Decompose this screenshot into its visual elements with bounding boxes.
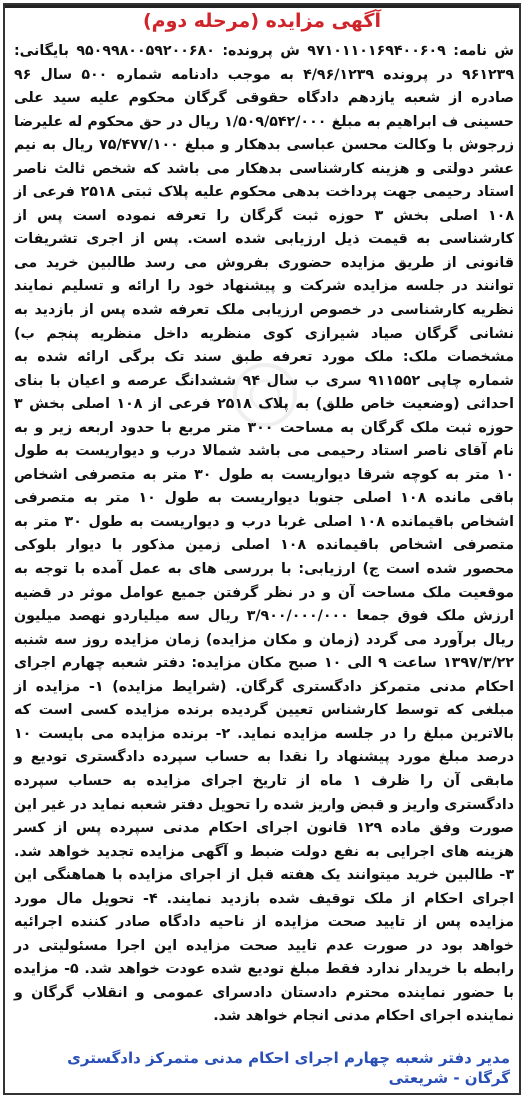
top-rule	[5, 5, 519, 8]
signature-line-1: مدیر دفتر شعبه چهارم اجرای احکام مدنی متمرکز دادگستری	[67, 1049, 510, 1067]
notice-body	[14, 40, 514, 1029]
notice-title: آگهی مزایده (مرحله دوم)	[142, 10, 381, 32]
notice-paragraph: ش نامه: ۹۷۱۰۱۱۰۱۶۹۴۰۰۶۰۹ ش پرونده: ۹۵۰۹۹۸۰۰۵۹۲۰۰۶۸۰ بایگانی: ۹۶۱۲۳۹ در پرونده ۴/۹۶/۱۲۳۹ به موجب دادنامه شماره ۵۰۰ سال ۹۶ صادره از شعبه یازدهم دادگاه حقوقی گرگان محکوم علیه سید علی حسینی ف ابراهیم به مبلغ ۱/۵۰۹/۵۴۲/۰۰۰ ریال در حق محکوم له علیرضا زرجوش با وکالت محسن عباسی بدهکار و مبلغ ۷۵/۴۷۷/۱۰۰ ریال به نیم عشر دولتی و هزینه کارشناسی بدهکار می باشد که شخص ثالث ناصر استاد رحیمی جهت پرداخت بدهی محکوم علیه پلاک ثبتی ۲۵۱۸ فرعی از ۱۰۸ اصلی بخش ۳ حوزه ثبت گرگان را تعرفه نموده است پس از کارشناسی به قیمت ذیل ارزیابی شده است. پس از اجری تشریفات قانونی از طریق مزایده حضوری بفروش می رسد طالبین خرید می توانند در جلسه مزایده شرکت و پیشنهاد خود را ارائه و تسلیم نمایند نظریه کارشناسی در خصوص ارزیابی ملک تعرفه شده پس از بازدید به نشانی گرگان صیاد شیرازی کوی منظریه داخل منظریه پنجم ب) مشخصات ملک: ملک مورد تعرفه طبق سند تک برگی ارائه شده به شماره چاپی ۹۱۱۵۵۲ سری ب سال ۹۴ ششدانگ عرصه و اعیان با بنای احداثی (وضعیت خاص طلق) به پلاک ۲۵۱۸ فرعی از ۱۰۸ اصلی بخش ۳ حوزه ثبت ملک گرگان به مساحت ۳۰۰ متر مربع با حدود اربعه زیر و به نام آقای ناصر استاد رحیمی می باشد شمالا درب و دیواریست به طول ۱۰ متر به کوچه شرقا دیواریست به طول ۳۰ متر به متصرفی اشخاص باقی مانده ۱۰۸ اصلی جنوبا دیواریست به طول ۱۰ متر به متصرفی اشخاص باقیمانده ۱۰۸ اصلی غربا درب و دیواریست به طول ۳۰ متر به متصرفی اشخاص باقیمانده ۱۰۸ اصلی زمین مذکور با دیوار بلوکی محصور شده است ج) ارزیابی: با بررسی های به عمل آمده با توجه به موقعیت ملک مساحت آن و در نظر گرفتن جمیع عوامل موثر در قضیه ارزش ملک فوق جمعا ۳/۹۰۰/۰۰۰/۰۰۰ ریال سه میلیاردو نهصد میلیون ریال برآورد می گردد (زمان و مکان مزایده) زمان مزایده روز سه شنبه ۱۳۹۷/۳/۲۲ ساعت ۹ الی ۱۰ صبح مکان مزایده: دفتر شعبه چهارم اجرای احکام مدنی متمرکز دادگستری گرگان. (شرایط مزایده) ۱- مزایده از مبلغی که توسط کارشناس تعیین گردیده برنده مزایده کسی است که بالاترین مبلغ را در جلسه مزایده نماید. ۲- برنده مزایده می بایست ۱۰ درصد مبلغ مورد پیشنهاد را نقدا به حساب سپرده دادگستری تودیع و مابقی آن را ظرف ۱ ماه از تاریخ اجرای مزایده به حساب سپرده دادگستری واریز و قبض واریز شده را تحویل دفتر شعبه نماید در غیر این صورت وفق ماده ۱۲۹ قانون اجرای احکام مدنی سپرده پس از کسر هزینه های اجرایی به نفع دولت ضبط و آگهی مزایده تجدید خواهد شد. ۳- طالبین خرید میتوانند یک هفته قبل از اجرای مزایده با هماهنگی این اجرای احکام از ملک توقیف شده بازدید نمایند. ۴- تحویل مال مورد مزایده پس از تایید صحت مزایده از ناحیه دادگاه صادر کننده اجرائیه خواهد بود در صورت عدم تایید صحت مزایده این اجرا مسئولیتی در رابطه با خریدار ندارد فقط مبلغ تودیع شده عودت خواهد شد. ۵- مزایده با حضور نماینده محترم دادستان دادسرای عمومی و انقلاب گرگان و نماینده اجرای احکام مدنی انجام خواهد شد.	[14, 43, 515, 1025]
signature-line-2: گرگان - شریعتی	[388, 1069, 510, 1087]
notice-signature	[14, 1048, 510, 1088]
